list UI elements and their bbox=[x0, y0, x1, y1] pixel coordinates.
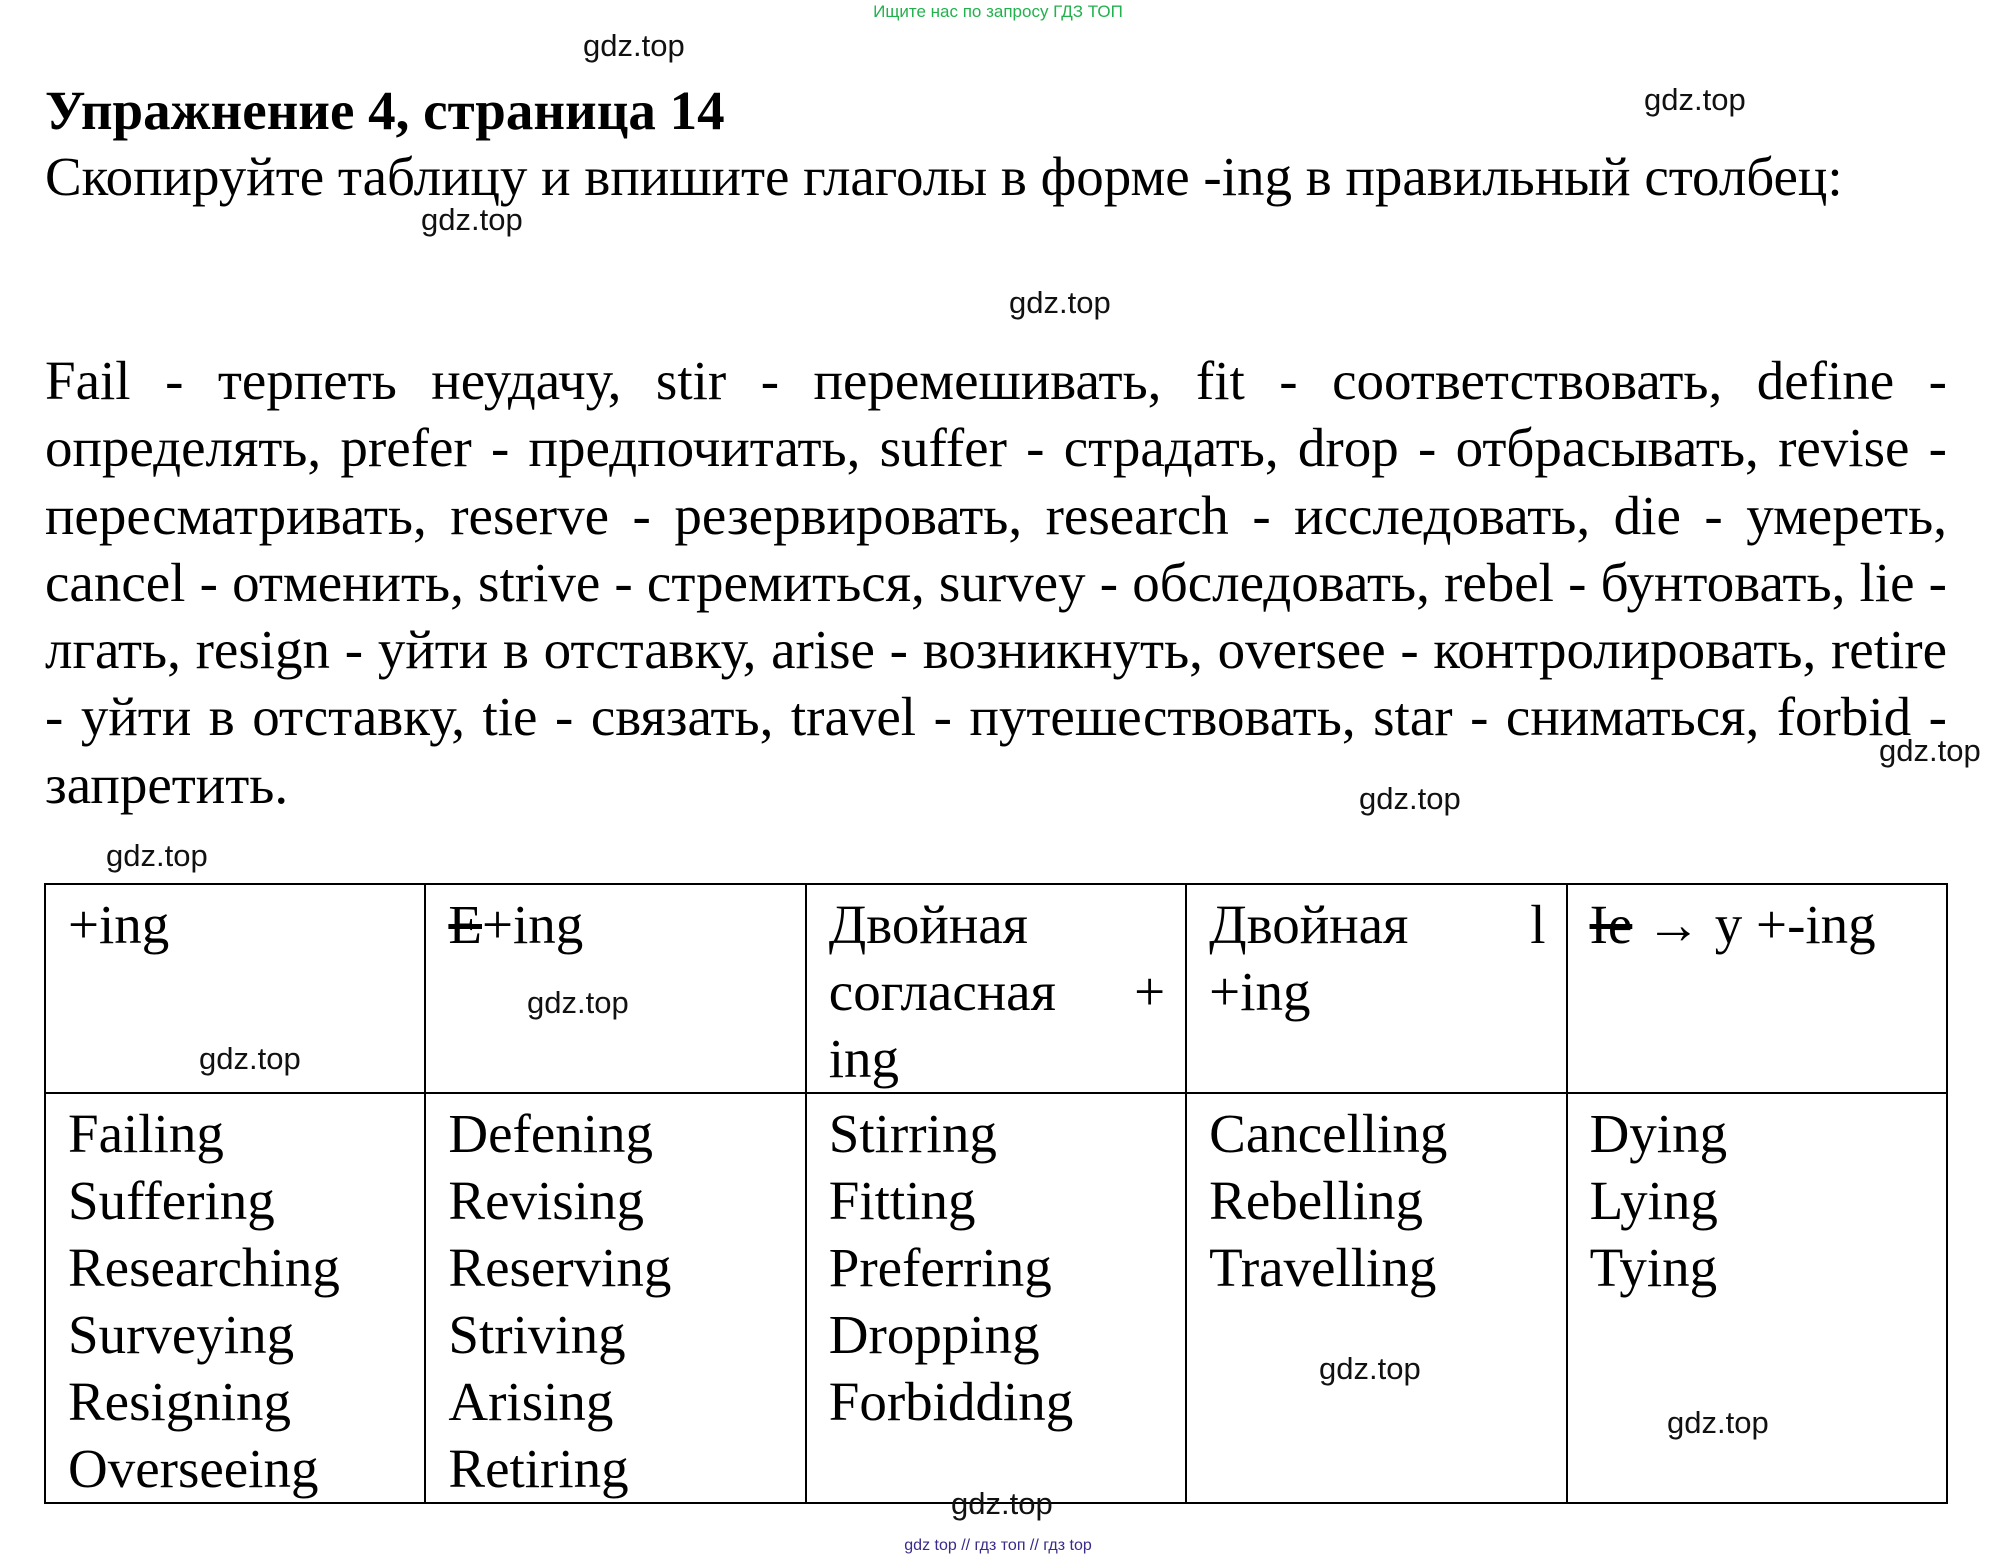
column-cell bbox=[45, 1093, 425, 1503]
struck-letter: E bbox=[448, 894, 482, 955]
header-cell bbox=[1567, 884, 1947, 1093]
header-label: Двойная l +ing bbox=[1209, 894, 1546, 1022]
list-item: Retiring bbox=[448, 1438, 629, 1499]
list-item: Arising bbox=[448, 1371, 614, 1432]
list-item: Travelling bbox=[1209, 1237, 1437, 1298]
list-item: Forbidding bbox=[828, 1371, 1074, 1432]
struck-letters: Ie bbox=[1589, 894, 1633, 955]
list-item: Resigning bbox=[68, 1371, 292, 1432]
watermark: gdz.top bbox=[1009, 285, 1111, 320]
list-item: Dropping bbox=[828, 1304, 1040, 1365]
list-item: Revising bbox=[448, 1170, 644, 1231]
list-item: Tying bbox=[1589, 1237, 1718, 1298]
vocabulary-text: Fail - терпеть неудачу, stir - перемешивать, fit - соответствовать, define - определять, prefer - предпочитать, suffer - страдать, drop - отбрасывать, revise - пересматривать, reserve - резервировать, research - исследовать, die - умереть, cancel - отменить, strive - стремиться, survey - обследовать, rebel - бунтовать, lie - лгать, resign - уйти в отставку, arise - возникнуть, oversee - контролировать, retire - уйти в отставку, tie - связать, travel - путешествовать, star - сниматься, forbid - запретить. bbox=[45, 350, 1947, 815]
watermark: gdz.top bbox=[1319, 1351, 1421, 1386]
watermark: gdz.top bbox=[951, 1486, 1053, 1521]
list-item: Striving bbox=[448, 1304, 626, 1365]
watermark: gdz.top bbox=[1667, 1405, 1769, 1440]
header-label: → y +-ing bbox=[1646, 894, 1876, 955]
watermark: gdz.top bbox=[106, 838, 208, 873]
list-item: Stirring bbox=[828, 1103, 997, 1164]
header-cell bbox=[806, 884, 1186, 1093]
header-cell bbox=[1186, 884, 1566, 1093]
answer-table bbox=[44, 883, 1948, 1504]
list-item: Researching bbox=[68, 1237, 340, 1298]
header-label: Двойная согласная + ing bbox=[828, 894, 1166, 1089]
column-cell bbox=[806, 1093, 1186, 1503]
list-item: Reserving bbox=[448, 1237, 672, 1298]
header-label: +ing bbox=[482, 894, 584, 955]
instruction-text: Скопируйте таблицу и впишите глаголы в форме -ing в правильный столбец: bbox=[45, 146, 1843, 207]
list-item: Defening bbox=[448, 1103, 654, 1164]
list-item: Dying bbox=[1589, 1103, 1728, 1164]
list-item: Failing bbox=[68, 1103, 224, 1164]
header-label: +ing bbox=[68, 894, 170, 955]
list-item: Suffering bbox=[68, 1170, 275, 1231]
top-banner[interactable]: Ищите нас по запросу ГДЗ ТОП bbox=[873, 2, 1123, 21]
footer-links[interactable]: gdz top // гдз топ // гдз top bbox=[904, 1537, 1092, 1554]
watermark: gdz.top bbox=[199, 1041, 301, 1076]
list-item: Lying bbox=[1589, 1170, 1718, 1231]
watermark: gdz.top bbox=[421, 202, 523, 237]
watermark: gdz.top bbox=[527, 985, 629, 1020]
table-header-row bbox=[45, 884, 1947, 1093]
list-item: Overseeing bbox=[68, 1438, 319, 1499]
list-item: Rebelling bbox=[1209, 1170, 1424, 1231]
page-title: Упражнение 4, страница 14 bbox=[45, 80, 725, 141]
watermark: gdz.top bbox=[1644, 82, 1746, 117]
list-item: Cancelling bbox=[1209, 1103, 1448, 1164]
watermark: gdz.top bbox=[583, 28, 685, 63]
list-item: Surveying bbox=[68, 1304, 295, 1365]
column-cell bbox=[1186, 1093, 1566, 1503]
list-item: Preferring bbox=[828, 1237, 1052, 1298]
table-body-row bbox=[45, 1093, 1947, 1503]
column-cell bbox=[425, 1093, 805, 1503]
watermark: gdz.top bbox=[1359, 781, 1461, 816]
column-cell bbox=[1567, 1093, 1947, 1503]
list-item: Fitting bbox=[828, 1170, 976, 1231]
watermark: gdz.top bbox=[1879, 733, 1981, 768]
